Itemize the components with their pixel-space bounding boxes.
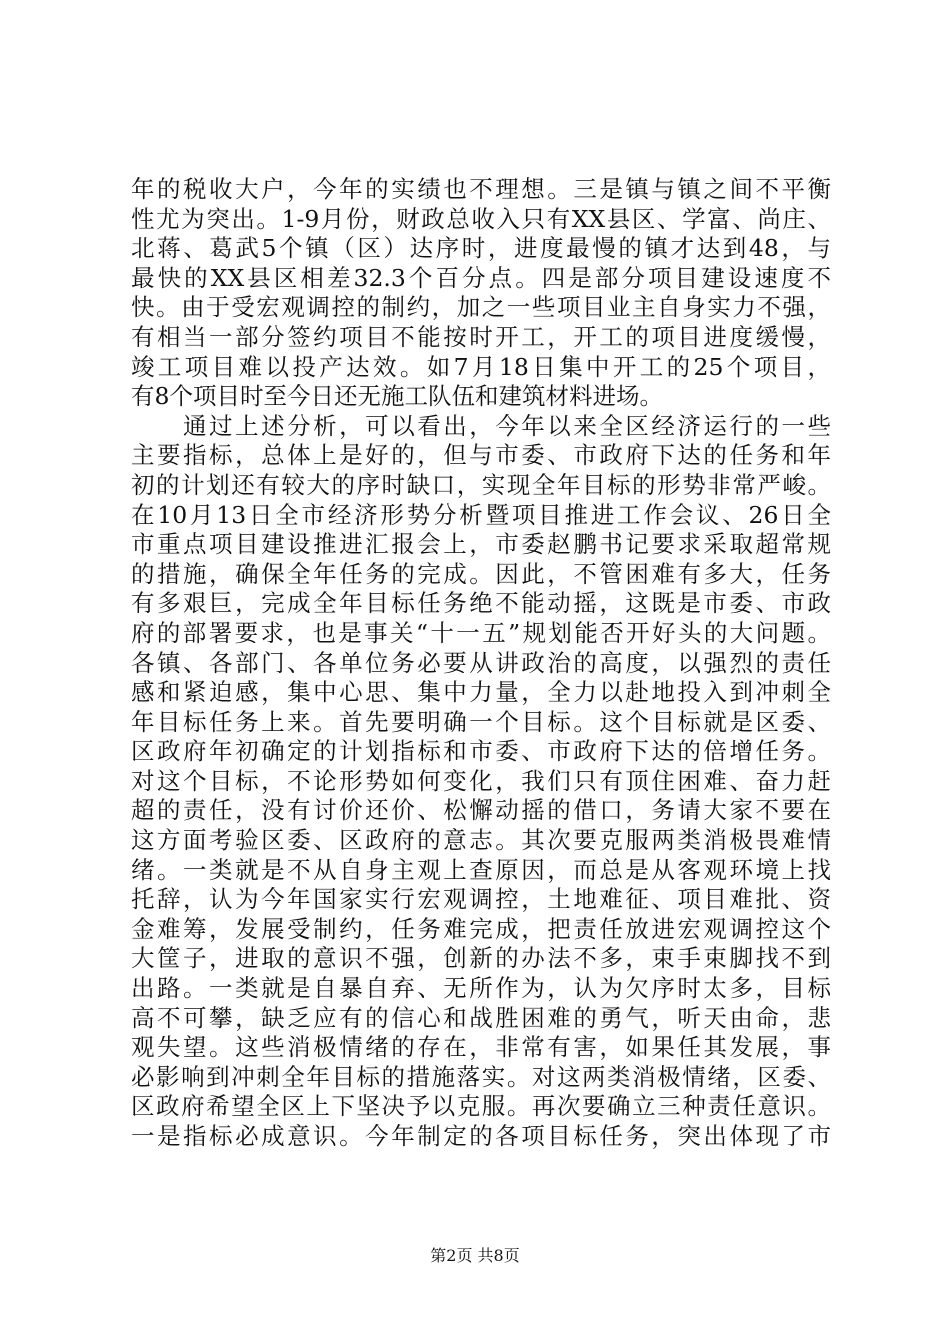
text-line: 在10月13日全市经济形势分析暨项目推进工作会议、26日全 (131, 500, 831, 529)
text-line: 各镇、各部门、各单位务必要从讲政治的高度，以强烈的责任 (131, 648, 831, 677)
text-line: 府的部署要求，也是事关“十一五”规划能否开好头的大问题。 (131, 618, 831, 647)
text-line: 高不可攀，缺乏应有的信心和战胜困难的勇气，听天由命，悲 (131, 1003, 831, 1032)
text-line: 绪。一类就是不从自身主观上查原因，而总是从客观环境上找 (131, 855, 831, 884)
text-line: 年目标任务上来。首先要明确一个目标。这个目标就是区委、 (131, 707, 831, 736)
text-line: 初的计划还有较大的序时缺口，实现全年目标的形势非常严峻。 (131, 470, 831, 499)
text-line: 感和紧迫感，集中心思、集中力量，全力以赴地投入到冲刺全 (131, 678, 831, 707)
text-line: 必影响到冲刺全年目标的措施落实。对这两类消极情绪，区委、 (131, 1062, 831, 1091)
text-line: 北蒋、葛武5个镇（区）达序时，进度最慢的镇才达到48，与 (131, 234, 831, 263)
text-line: 大筐子，进取的意识不强，创新的办法不多，束手束脚找不到 (131, 944, 831, 973)
text-line: 通过上述分析，可以看出，今年以来全区经济运行的一些 (131, 411, 831, 440)
text-line: 主要指标，总体上是好的，但与市委、市政府下达的任务和年 (131, 441, 831, 470)
text-line: 的措施，确保全年任务的完成。因此，不管困难有多大，任务 (131, 559, 831, 588)
text-line: 市重点项目建设推进汇报会上，市委赵鹏书记要求采取超常规 (131, 530, 831, 559)
text-line: 有相当一部分签约项目不能按时开工，开工的项目进度缓慢， (131, 322, 831, 351)
text-line: 最快的XX县区相差32.3个百分点。四是部分项目建设速度不 (131, 263, 831, 292)
text-line: 区政府希望全区上下坚决予以克服。再次要确立三种责任意识。 (131, 1092, 831, 1121)
text-line: 性尤为突出。1-9月份，财政总收入只有XX县区、学富、尚庄、 (131, 204, 831, 233)
text-line: 竣工项目难以投产达效。如7月18日集中开工的25个项目， (131, 352, 831, 381)
text-line: 对这个目标，不论形势如何变化，我们只有顶住困难、奋力赶 (131, 766, 831, 795)
text-line: 一是指标必成意识。今年制定的各项目标任务，突出体现了市 (131, 1122, 831, 1150)
text-line: 快。由于受宏观调控的制约，加之一些项目业主自身实力不强， (131, 293, 831, 322)
text-line: 观失望。这些消极情绪的存在，非常有害，如果任其发展，事 (131, 1033, 831, 1062)
text-line: 年的税收大户，今年的实绩也不理想。三是镇与镇之间不平衡 (131, 175, 831, 203)
text-line: 有多艰巨，完成全年目标任务绝不能动摇，这既是市委、市政 (131, 589, 831, 618)
text-line: 出路。一类就是自暴自弃、无所作为，认为欠序时太多，目标 (131, 974, 831, 1003)
text-line: 这方面考验区委、区政府的意志。其次要克服两类消极畏难情 (131, 826, 831, 855)
text-line: 有8个项目时至今日还无施工队伍和建筑材料进场。 (131, 382, 663, 411)
text-line: 超的责任，没有讨价还价、松懈动摇的借口，务请大家不要在 (131, 796, 831, 825)
text-line: 区政府年初确定的计划指标和市委、市政府下达的倍增任务。 (131, 737, 831, 766)
page-footer: 第2页 共8页 (430, 1246, 520, 1265)
text-line: 金难筹，发展受制约，任务难完成，把责任放进宏观调控这个 (131, 914, 831, 943)
document-body (131, 175, 831, 1152)
text-line: 托辞，认为今年国家实行宏观调控，土地难征、项目难批、资 (131, 885, 831, 914)
